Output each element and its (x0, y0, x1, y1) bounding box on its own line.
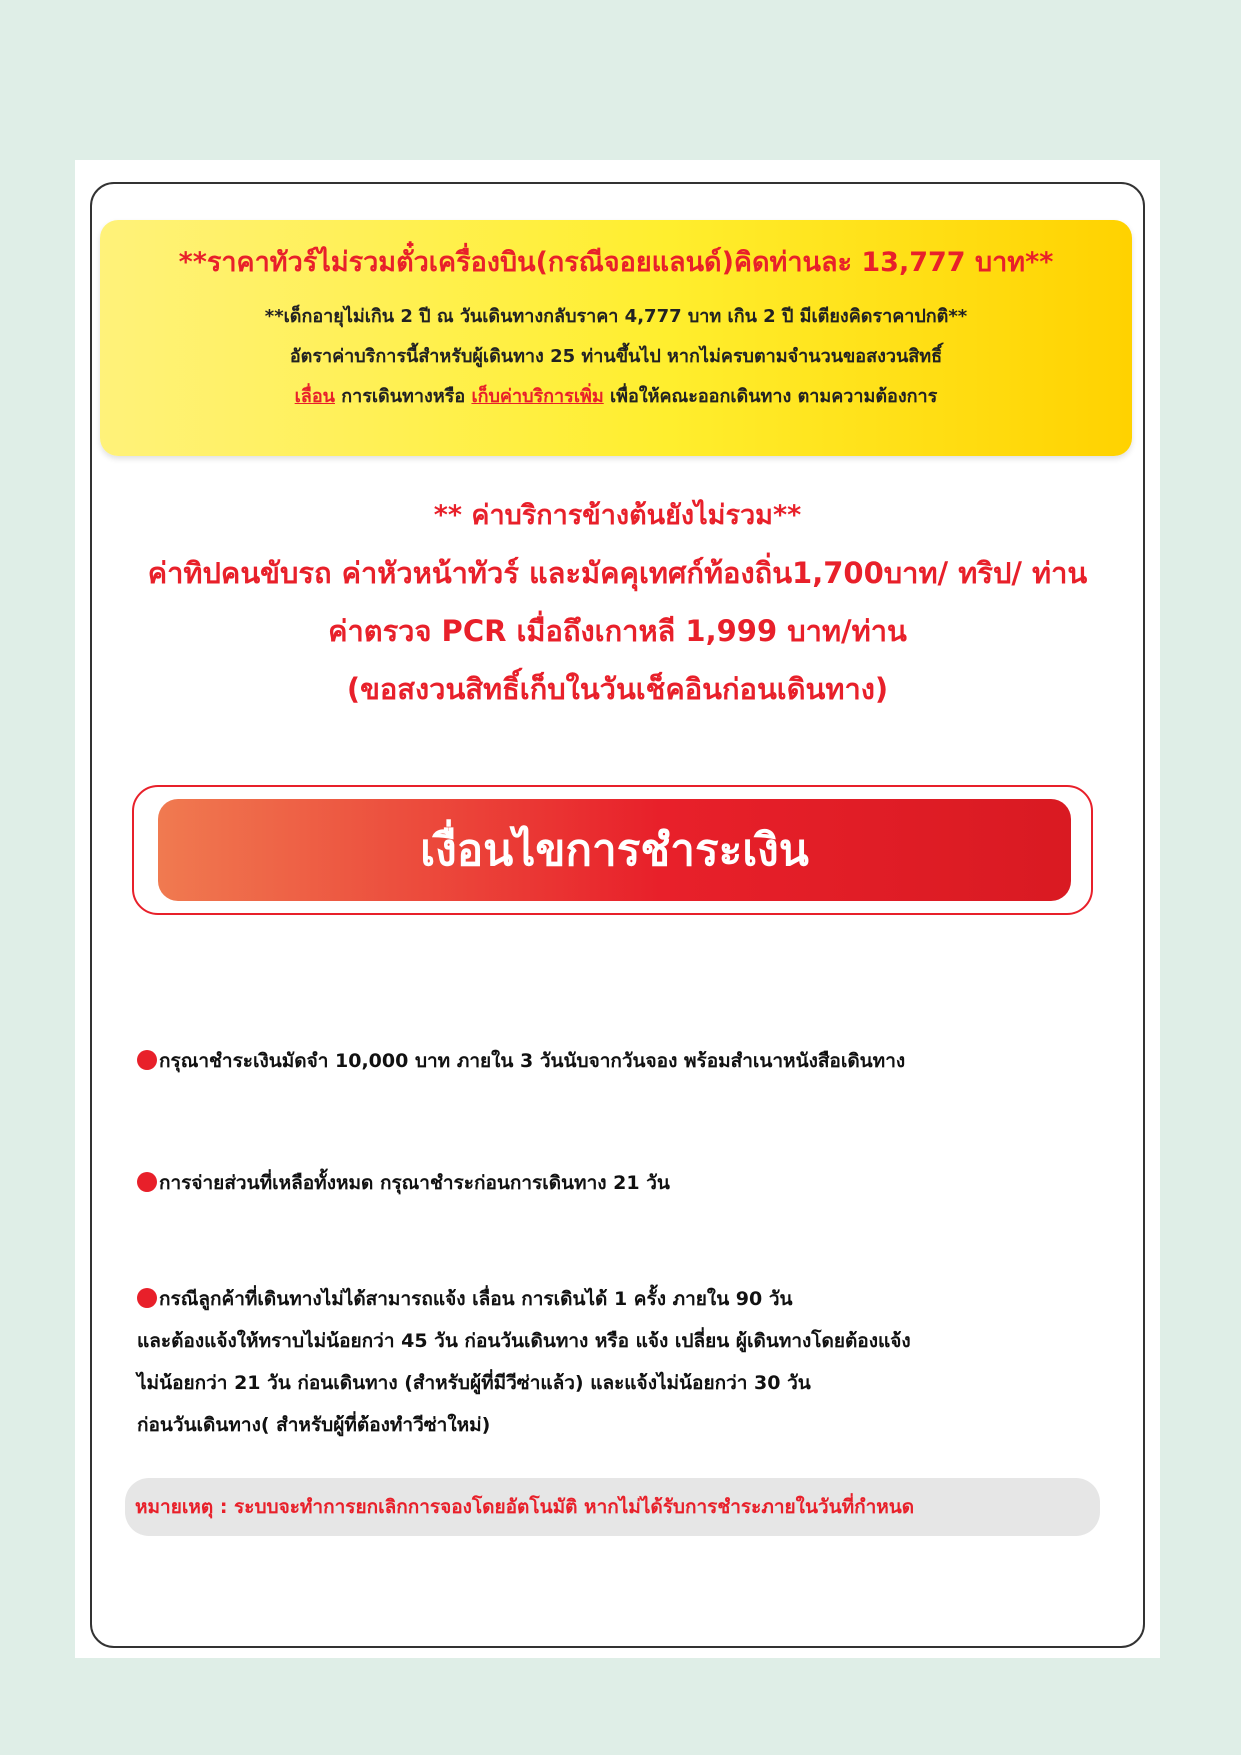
payment-item-balance (137, 1162, 1137, 1204)
tip-cost-line: ค่าทิปคนขับรถ ค่าหัวหน้าทัวร์ และมัคคุเทศก์ท้องถิ่น1,700บาท/ ทริป/ ท่าน (147, 556, 1088, 590)
payment-item-postpone (137, 1278, 1137, 1446)
postpone-text: เลื่อน (294, 386, 335, 407)
postpone-line-2: และต้องแจ้งให้ทราบไม่น้อยกว่า 45 วัน ก่อนวันเดินทาง หรือ แจ้ง เปลี่ยน ผู้เดินทางโดยต้องแจ้ง (137, 1330, 911, 1352)
price-notice-box (100, 220, 1132, 456)
excluded-costs-title: ** ค่าบริการข้างต้นยังไม่รวม** (433, 500, 802, 531)
child-price-note: **เด็กอายุไม่เกิน 2 ปี ณ วันเดินทางกลับราคา 4,777 บาท เกิน 2 ปี มีเตียงคิดราคาปกติ** (264, 306, 968, 327)
pcr-cost-line: ค่าตรวจ PCR เมื่อถึงเกาหลี 1,999 บาท/ท่าน (328, 614, 907, 648)
excluded-costs-section (75, 488, 1160, 718)
tour-conditions-sheet (75, 160, 1160, 1658)
postpone-line-4: ก่อนวันเดินทาง( สำหรับผู้ที่ต้องทำวีซ่าใหม่) (137, 1414, 491, 1436)
payment-conditions-banner (132, 785, 1093, 915)
payment-item-deposit (137, 1040, 1137, 1082)
postpone-line-3: ไม่น้อยกว่า 21 วัน ก่อนเดินทาง (สำหรับผู้ที่มีวีซ่าแล้ว) และแจ้งไม่น้อยกว่า 30 วัน (137, 1372, 811, 1394)
price-headline: **ราคาทัวร์ไม่รวมตั๋วเครื่องบิน(กรณีจอยแลนด์)คิดท่านละ 13,777 บาท** (178, 247, 1054, 278)
payment-conditions-title: เงื่อนไขการชำระเงิน (158, 799, 1071, 901)
extra-charge-text: เก็บค่าบริการเพิ่ม (471, 386, 604, 407)
checkin-collection-line: (ขอสงวนสิทธิ์เก็บในวันเช็คอินก่อนเดินทาง) (346, 672, 889, 706)
rights-text-part: การเดินทางหรือ (334, 386, 472, 407)
bullet-icon (137, 1050, 157, 1070)
payment-item-text: กรุณาชำระเงินมัดจำ 10,000 บาท ภายใน 3 วันนับจากวันจอง พร้อมสำเนาหนังสือเดินทาง (159, 1050, 906, 1072)
payment-item-text: กรณีลูกค้าที่เดินทางไม่ได้สามารถแจ้ง เลื่อน การเดินได้ 1 ครั้ง ภายใน 90 วัน (159, 1288, 793, 1310)
bullet-icon (137, 1288, 157, 1308)
auto-cancel-remark: หมายเหตุ : ระบบจะทำการยกเลิกการจองโดยอัตโนมัติ หากไม่ได้รับการชำระภายในวันที่กำหนด (125, 1478, 1100, 1536)
min-travelers-note: อัตราค่าบริการนี้สำหรับผู้เดินทาง 25 ท่านขึ้นไป หากไม่ครบตามจำนวนขอสงวนสิทธิ์ (289, 346, 943, 367)
payment-item-text: การจ่ายส่วนที่เหลือทั้งหมด กรุณาชำระก่อนการเดินทาง 21 วัน (159, 1172, 670, 1194)
bullet-icon (137, 1172, 157, 1192)
rights-text-end: เพื่อให้คณะออกเดินทาง ตามความต้องการ (603, 386, 938, 407)
reservation-rights-note (100, 377, 1132, 417)
postpone-line-1 (137, 1278, 1137, 1320)
